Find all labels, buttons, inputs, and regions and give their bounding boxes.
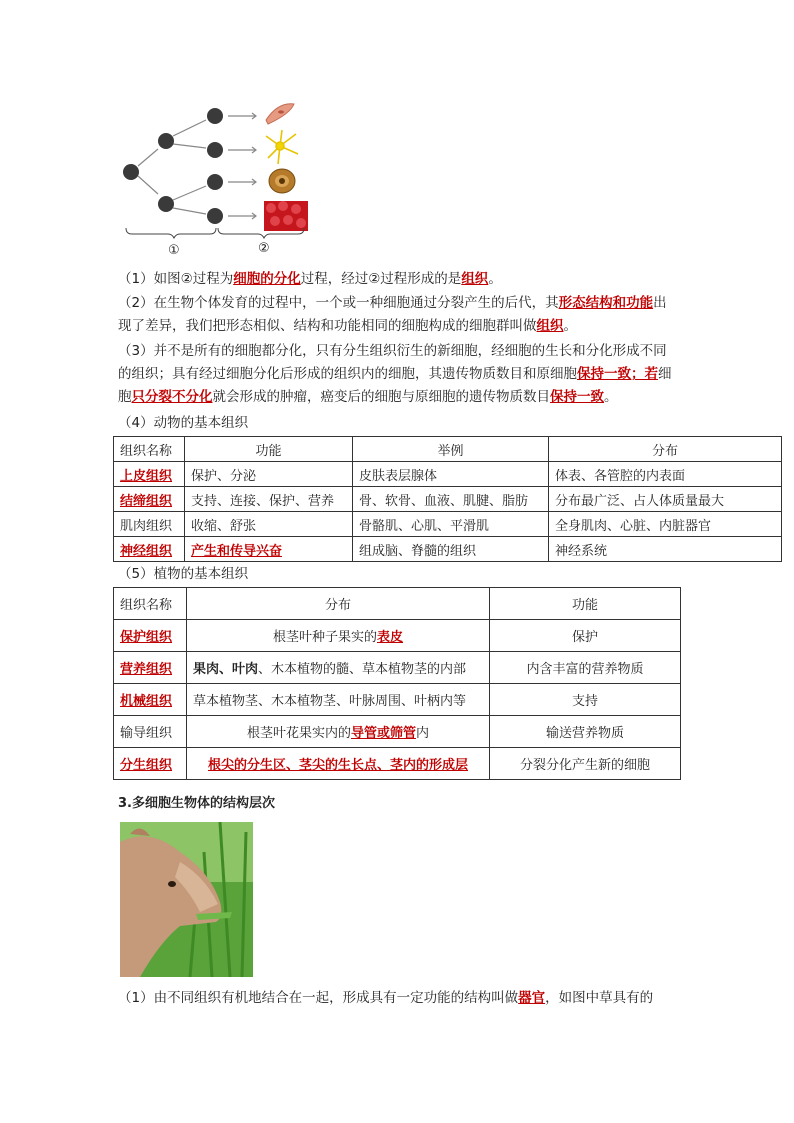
cell-gen1-b xyxy=(158,196,174,212)
table-header-row xyxy=(114,588,681,620)
table-cell: 保护、分泌 xyxy=(185,462,353,487)
table-cell: 骨骼肌、心肌、平滑肌 xyxy=(353,512,549,537)
text: 内 xyxy=(416,726,430,741)
blood-cell-image xyxy=(264,201,308,231)
paragraph-2 xyxy=(118,292,678,338)
text: 。 xyxy=(488,271,502,287)
cell-gen2-d xyxy=(207,208,223,224)
table-cell: 分生组织 xyxy=(114,748,187,780)
diagram-lines xyxy=(138,113,256,219)
text: （1）由不同组织有机地结合在一起，形成具有一定功能的结构叫做 xyxy=(118,990,519,1006)
table-header: 组织名称 xyxy=(114,588,187,620)
answer: 只分裂不分化 xyxy=(131,389,213,405)
text: 根茎叶种子果实的 xyxy=(272,630,377,645)
table-cell: 分布最广泛、占人体质量最大 xyxy=(549,487,782,512)
table-row xyxy=(114,537,782,562)
table-cell: 皮肤表层腺体 xyxy=(353,462,549,487)
table-header: 分布 xyxy=(549,437,782,462)
table-cell: 神经组织 xyxy=(114,537,185,562)
muscle-cell-image xyxy=(266,104,294,124)
answer: 表皮 xyxy=(377,630,404,645)
table-header: 组织名称 xyxy=(114,437,185,462)
text: 根茎叶花果实内的 xyxy=(246,726,351,741)
text: （2）在生物个体发育的过程中，一个或一种细胞通过分裂产生的后代，其 xyxy=(118,295,559,311)
cell-gen2-b xyxy=(207,142,223,158)
table-row xyxy=(114,716,681,748)
table-row xyxy=(114,512,782,537)
text: 。 xyxy=(604,389,618,405)
table-cell: 保护 xyxy=(490,620,681,652)
paragraph-6 xyxy=(118,987,678,1010)
table-cell: 骨、软骨、血液、肌腱、脂肪 xyxy=(353,487,549,512)
text: 果肉、叶肉 xyxy=(193,662,259,677)
paragraph-1 xyxy=(118,268,678,291)
text: 。 xyxy=(563,318,577,334)
table-cell xyxy=(187,620,490,652)
table-cell: 草本植物茎、木本植物茎、叶脉周围、叶柄内等 xyxy=(187,684,490,716)
answer: 保持一致； xyxy=(577,366,645,382)
table-cell xyxy=(187,652,490,684)
cell-gen2-a xyxy=(207,108,223,124)
answer: 组织 xyxy=(536,318,564,334)
table-cell: 上皮组织 xyxy=(114,462,185,487)
text: 、木本植物的髓、草本植物茎的内部 xyxy=(258,662,467,677)
cell-gen1-a xyxy=(158,133,174,149)
table-cell xyxy=(187,716,490,748)
table-cell: 体表、各管腔的内表面 xyxy=(549,462,782,487)
table-row xyxy=(114,620,681,652)
table-header: 功能 xyxy=(185,437,353,462)
table-cell: 内含丰富的营养物质 xyxy=(490,652,681,684)
brace-1 xyxy=(126,228,216,238)
table-cell: 产生和传导兴奋 xyxy=(185,537,353,562)
table-row xyxy=(114,487,782,512)
label-process-1: ① xyxy=(168,243,180,258)
label-process-2: ② xyxy=(258,241,270,256)
table-cell: 全身肌肉、心脏、内脏器官 xyxy=(549,512,782,537)
answer: 器官 xyxy=(518,990,546,1006)
answer: 组织 xyxy=(461,271,489,287)
table-cell: 支持、连接、保护、营养 xyxy=(185,487,353,512)
table-cell: 输导组织 xyxy=(114,716,187,748)
table-cell: 营养组织 xyxy=(114,652,187,684)
animal-tissue-table xyxy=(113,436,782,562)
answer: 若 xyxy=(644,366,658,382)
table-header: 分布 xyxy=(187,588,490,620)
table-cell: 结缔组织 xyxy=(114,487,185,512)
table-cell: 输送营养物质 xyxy=(490,716,681,748)
text: 就会形成的肿瘤，癌变后的细胞与原细胞的遗传物质数目 xyxy=(212,389,550,405)
nerve-cell-image xyxy=(266,130,298,164)
table-row xyxy=(114,684,681,716)
answer: 细胞的分化 xyxy=(233,271,301,287)
epithelial-cell-image xyxy=(269,169,295,193)
table-header: 举例 xyxy=(353,437,549,462)
sheep-eating-grass-image xyxy=(120,822,253,977)
cell-differentiation-diagram xyxy=(118,96,318,260)
table-cell: 组成脑、脊髓的组织 xyxy=(353,537,549,562)
table-cell: 分裂分化产生新的细胞 xyxy=(490,748,681,780)
table-header-row xyxy=(114,437,782,462)
cell-root xyxy=(123,164,139,180)
text: 细胞 xyxy=(118,366,672,405)
section-heading: 3.多细胞生物体的结构层次 xyxy=(118,796,275,811)
table-cell: 支持 xyxy=(490,684,681,716)
answer: 保持一致 xyxy=(550,389,604,405)
paragraph-3 xyxy=(118,340,678,409)
text: ，如图中草具有的 xyxy=(545,990,654,1006)
animal-tissue-title: （4）动物的基本组织 xyxy=(118,415,249,431)
table-row xyxy=(114,652,681,684)
text: （1）如图②过程为 xyxy=(118,271,234,287)
table-row xyxy=(114,748,681,780)
table-row xyxy=(114,462,782,487)
answer: 形态结构和功能 xyxy=(558,295,654,311)
table-cell: 神经系统 xyxy=(549,537,782,562)
table-cell: 根尖的分生区、茎尖的生长点、茎内的形成层 xyxy=(187,748,490,780)
answer: 导管或筛管 xyxy=(350,726,416,741)
table-header: 功能 xyxy=(490,588,681,620)
table-cell: 机械组织 xyxy=(114,684,187,716)
plant-tissue-table xyxy=(113,587,681,780)
text: 过程，经过②过程形成的是 xyxy=(300,271,462,287)
plant-tissue-title: （5）植物的基本组织 xyxy=(118,566,249,582)
cell-gen2-c xyxy=(207,174,223,190)
table-cell: 保护组织 xyxy=(114,620,187,652)
table-cell: 收缩、舒张 xyxy=(185,512,353,537)
table-cell: 肌肉组织 xyxy=(114,512,185,537)
text: （3）并不是所有的细胞都分化，只有分生组织衍生的新细胞，经细胞的生长和分化形成不同的组织；具有经过细胞分化后形成的组织内的细胞，其遗传物质数目和原细胞 xyxy=(118,343,667,382)
text: 出现了差异，我们把形态相似、结构和功能相同的细胞构成的细胞群叫做 xyxy=(118,295,667,334)
